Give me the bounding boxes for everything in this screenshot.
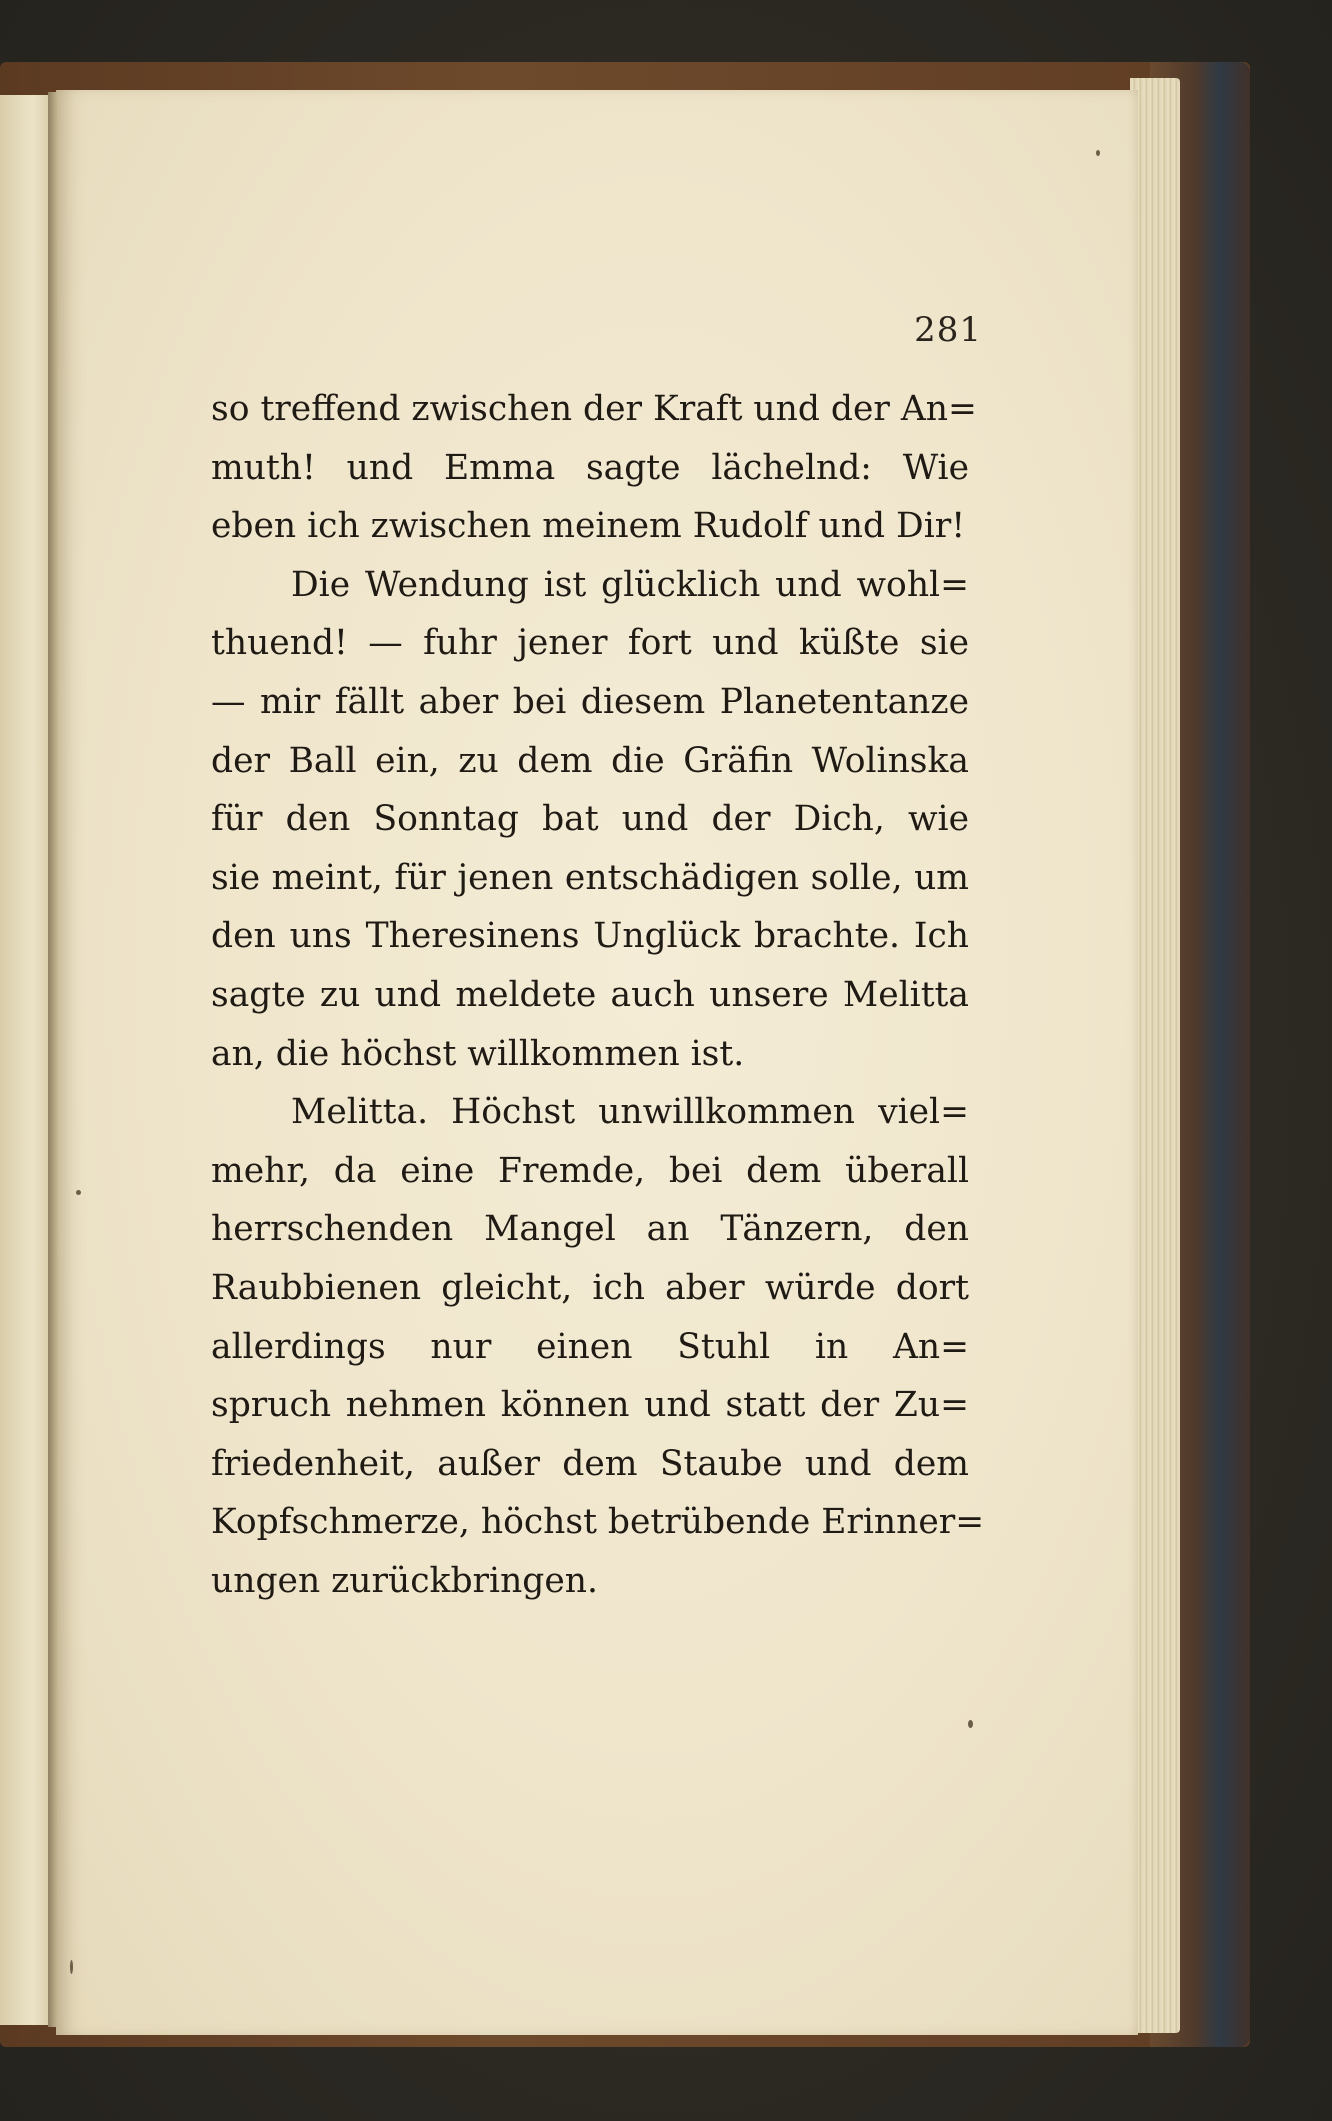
text-line: friedenheit, außer dem Staube und dem: [211, 1443, 969, 1484]
text-line: sie meint, für jenen entschädigen solle, um: [211, 857, 969, 898]
text-line: eben ich zwischen meinem Rudolf und Dir!: [211, 506, 966, 547]
text-line: — mir fällt aber bei diesem Planetentanze: [211, 681, 969, 722]
text-line: herrschenden Mangel an Tänzern, den: [211, 1209, 969, 1250]
page-text: [211, 380, 985, 1610]
text-line: Raubbienen gleicht, ich aber würde dort: [211, 1267, 969, 1308]
text-line: muth! und Emma sagte lächelnd: Wie: [211, 447, 969, 488]
text-line: für den Sonntag bat und der Dich, wie: [211, 799, 969, 840]
previous-page-edge: [0, 95, 54, 2025]
text-line: Kopfschmerze, höchst betrübende Erinner=: [211, 1502, 985, 1543]
text-line: spruch nehmen können und statt der Zu=: [211, 1385, 969, 1426]
text-line: an, die höchst willkommen ist.: [211, 1033, 745, 1074]
text-line: allerdings nur einen Stuhl in An=: [211, 1326, 969, 1367]
paper-speck: [968, 1720, 973, 1728]
page-number: 281: [914, 310, 982, 350]
paper-speck: [70, 1960, 73, 1974]
text-line: Die Wendung ist glücklich und wohl=: [291, 564, 969, 605]
text-line: der Ball ein, zu dem die Gräfin Wolinska: [211, 740, 969, 781]
text-line: so treffend zwischen der Kraft und der An=: [211, 389, 977, 429]
book-page: [56, 90, 1138, 2035]
text-line: sagte zu und meldete auch unsere Melitta: [211, 974, 969, 1015]
paper-speck: [76, 1190, 81, 1195]
book-gutter: [48, 92, 58, 2027]
paper-speck: [1096, 150, 1100, 156]
text-line: mehr, da eine Fremde, bei dem überall: [211, 1150, 969, 1191]
text-line: den uns Theresinens Unglück brachte. Ich: [211, 916, 969, 957]
text-line: thuend! — fuhr jener fort und küßte sie: [211, 623, 969, 664]
text-line: ungen zurückbringen.: [211, 1560, 598, 1601]
text-line: Melitta. Höchst unwillkommen viel=: [291, 1092, 969, 1133]
